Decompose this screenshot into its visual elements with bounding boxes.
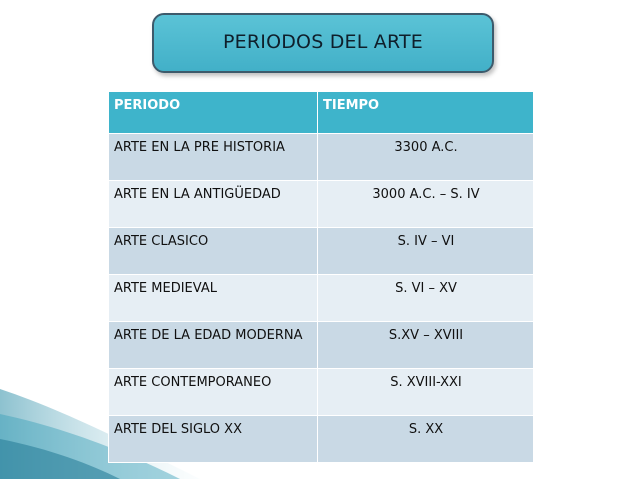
table-row	[109, 275, 534, 322]
header-periodo: PERIODO	[109, 92, 318, 134]
page-title: PERIODOS DEL ARTE	[223, 31, 423, 53]
tiempo-cell: S. XVIII-XXI	[318, 369, 534, 416]
title-banner	[152, 13, 494, 73]
periodo-cell: ARTE MEDIEVAL	[109, 275, 318, 322]
table-row	[109, 134, 534, 181]
table-row	[109, 228, 534, 275]
tiempo-cell: S. XX	[318, 416, 534, 463]
table-header-row	[109, 92, 534, 134]
periodo-cell: ARTE EN LA ANTIGÜEDAD	[109, 181, 318, 228]
tiempo-cell: S.XV – XVIII	[318, 322, 534, 369]
table-row	[109, 322, 534, 369]
header-tiempo: TIEMPO	[318, 92, 534, 134]
periodo-cell: ARTE CONTEMPORANEO	[109, 369, 318, 416]
periodo-cell: ARTE CLASICO	[109, 228, 318, 275]
periodo-cell: ARTE DEL SIGLO XX	[109, 416, 318, 463]
table-row	[109, 416, 534, 463]
periodo-cell: ARTE DE LA EDAD MODERNA	[109, 322, 318, 369]
art-periods-table	[108, 91, 534, 463]
tiempo-cell: 3300 A.C.	[318, 134, 534, 181]
tiempo-cell: S. IV – VI	[318, 228, 534, 275]
tiempo-cell: 3000 A.C. – S. IV	[318, 181, 534, 228]
tiempo-cell: S. VI – XV	[318, 275, 534, 322]
table-row	[109, 181, 534, 228]
periodo-cell: ARTE EN LA PRE HISTORIA	[109, 134, 318, 181]
table-row	[109, 369, 534, 416]
